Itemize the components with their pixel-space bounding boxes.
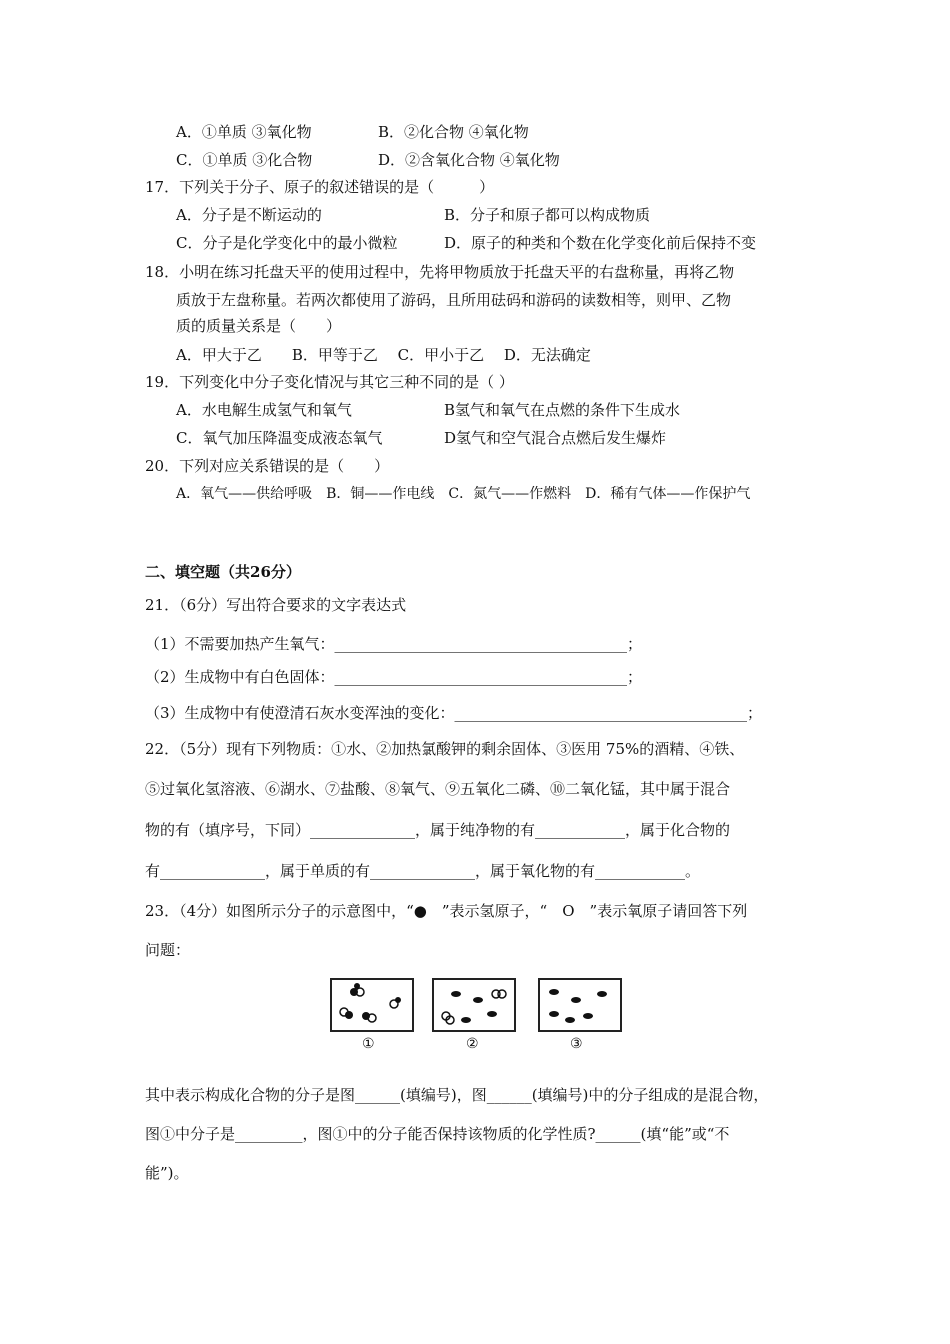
molecule-box-1 <box>330 978 414 1032</box>
q16-option-a: A．①单质 ③氧化物 <box>176 123 312 141</box>
q17-stem: 17．下列关于分子、原子的叙述错误的是（ ） <box>145 178 495 196</box>
q21-stem: 21．（6分）写出符合要求的文字表达式 <box>145 596 407 614</box>
q22-line-3: 物的有（填序号，下同）______________，属于纯净物的有____________，属于化合物的 <box>145 821 731 839</box>
q23-line-4: 图①中分子是_________，图①中的分子能否保持该物质的化学性质?______(填“能”或“不 <box>145 1125 730 1143</box>
figure-label-2: ② <box>466 1036 479 1052</box>
q23-line-5: 能”)。 <box>145 1164 189 1182</box>
q19-option-b: B氢气和氧气在点燃的条件下生成水 <box>444 401 681 419</box>
q22-line-2: ⑤过氧化氢溶液、⑥湖水、⑦盐酸、⑧氧气、⑨五氧化二磷、⑩二氧化锰，其中属于混合 <box>145 780 731 798</box>
q18-stem-3: 质的质量关系是（ ） <box>176 317 342 335</box>
q22-line-1: 22．（5分）现有下列物质：①水、②加热氯酸钾的剩余固体、③医用 75%的酒精、④铁、 <box>145 740 745 758</box>
q17-option-d: D．原子的种类和个数在化学变化前后保持不变 <box>444 234 757 252</box>
box-3-molecules <box>540 980 620 1030</box>
molecule-box-3 <box>538 978 622 1032</box>
q22-line-4: 有______________，属于单质的有______________，属于氧化物的有____________。 <box>145 862 701 880</box>
section-2-title: 二、填空题（共26分） <box>145 563 301 581</box>
q18-options: A．甲大于乙 B．甲等于乙 C．甲小于乙 D．无法确定 <box>176 346 591 364</box>
q19-stem: 19．下列变化中分子变化情况与其它三种不同的是（ ） <box>145 373 514 391</box>
q17-option-a: A．分子是不断运动的 <box>176 206 322 224</box>
q16-option-c: C．①单质 ③化合物 <box>176 151 313 169</box>
q21-part-3: （3）生成物中有使澄清石灰水变浑浊的变化：_______________________________________； <box>145 704 763 722</box>
q17-option-b: B．分子和原子都可以构成物质 <box>444 206 651 224</box>
q19-option-d: D氢气和空气混合点燃后发生爆炸 <box>444 429 667 447</box>
q23-line-2: 问题： <box>145 941 191 959</box>
molecule-box-2 <box>432 978 516 1032</box>
q23-line-1: 23．（4分）如图所示分子的示意图中，“● ”表示氢原子，“ O ”表示氧原子请回答下列 <box>145 902 748 920</box>
q21-part-1: （1）不需要加热产生氧气：_______________________________________； <box>145 635 643 653</box>
box-1-molecules <box>332 980 412 1030</box>
q18-stem-1: 18．小明在练习托盘天平的使用过程中，先将甲物质放于托盘天平的右盘称量，再将乙物 <box>145 263 735 281</box>
q17-option-c: C．分子是化学变化中的最小微粒 <box>176 234 398 252</box>
figure-label-3: ③ <box>570 1036 583 1052</box>
q18-stem-2: 质放于左盘称量。若两次都使用了游码，且所用砝码和游码的读数相等，则甲、乙物 <box>176 291 732 309</box>
figure-label-1: ① <box>362 1036 375 1052</box>
box-2-molecules <box>434 980 514 1030</box>
q16-option-d: D．②含氧化合物 ④氧化物 <box>378 151 560 169</box>
q20-stem: 20．下列对应关系错误的是（ ） <box>145 457 390 475</box>
molecule-diagram <box>318 964 638 1064</box>
q19-option-c: C．氧气加压降温变成液态氧气 <box>176 429 383 447</box>
q19-option-a: A．水电解生成氢气和氧气 <box>176 401 352 419</box>
q23-line-3: 其中表示构成化合物的分子是图______(填编号)，图______(填编号)中的分子组成的是混合物， <box>145 1086 769 1104</box>
q20-options: A．氧气——供给呼吸 B．铜——作电线 C．氮气——作燃料 D．稀有气体——作保护气 <box>176 486 751 502</box>
q16-option-b: B．②化合物 ④氧化物 <box>378 123 529 141</box>
q21-part-2: （2）生成物中有白色固体：_______________________________________； <box>145 668 643 686</box>
